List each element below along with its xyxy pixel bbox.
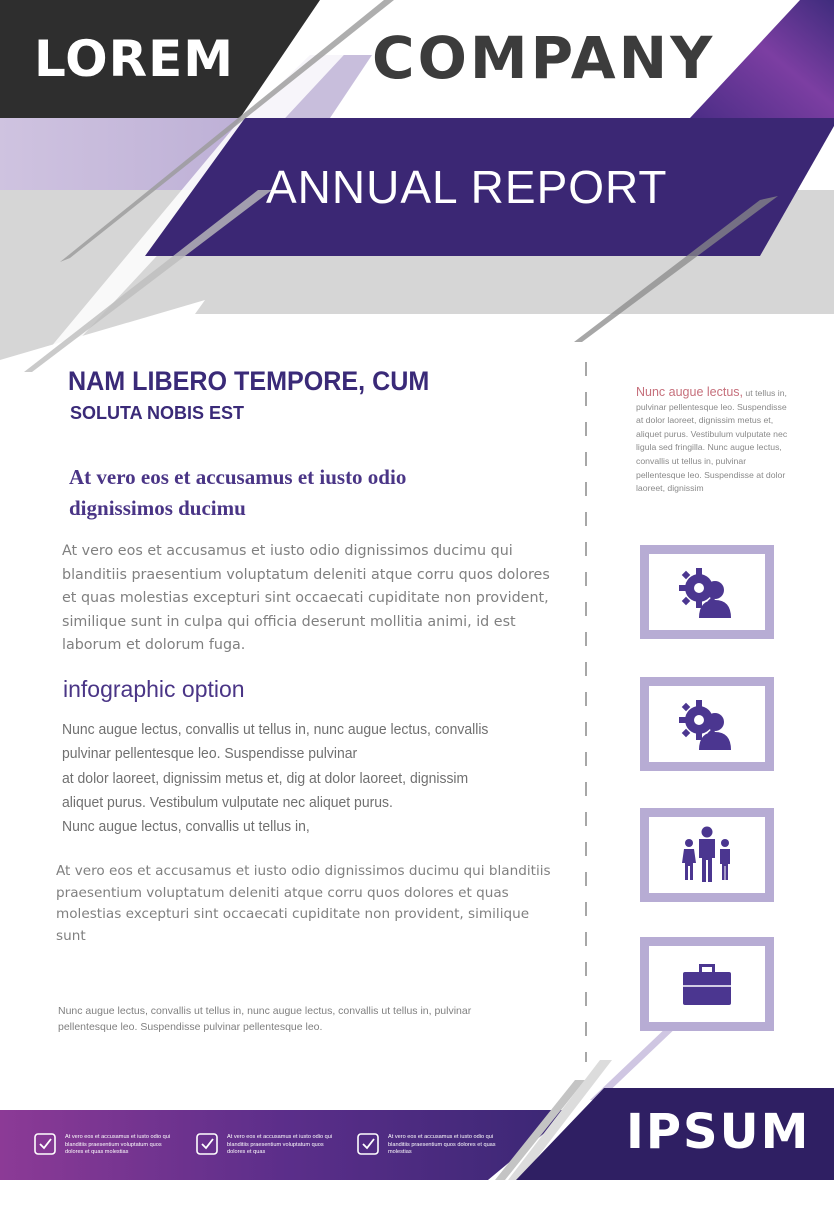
- paragraph-line: at dolor laoreet, dignissim metus et, dig at dolor laoreet, dignissim: [62, 769, 469, 787]
- sidebar-note: [636, 386, 794, 496]
- paragraph-line: aliquet purus. Vestibulum vulputate nec aliquet purus.: [62, 793, 393, 811]
- logo-lorem: LOREM: [34, 30, 234, 88]
- briefcase-icon: [681, 960, 733, 1008]
- section-title: At vero eos et accusamus et iusto odio dignissimos ducimu: [69, 465, 407, 520]
- paragraph-line: pulvinar pellentesque leo. Suspendisse pulvinar: [62, 745, 358, 763]
- footer-text: At vero eos et accusamus et iusto odio qui blanditiis praesentium voluptatum quos dolores et quas: [227, 1134, 333, 1156]
- icon-box-4: [640, 937, 774, 1031]
- icon-box-2: [640, 677, 774, 771]
- icon-box-3: [640, 808, 774, 902]
- checkbox-icon: [34, 1133, 56, 1155]
- checkbox-icon: [357, 1133, 379, 1155]
- paragraph-line: Nunc augue lectus, convallis ut tellus in, nunc augue lectus, convallis: [62, 721, 489, 738]
- main-heading: NAM LIBERO TEMPORE, CUM: [68, 366, 430, 396]
- brand-ipsum: IPSUM: [626, 1104, 811, 1160]
- body-paragraph-3: At vero eos et accusamus et iusto odio dignissimos ducimu qui blanditiis praesentium voluptatum deleniti atque corru quos dolores et quas molestias excepturi sint occaecati cupiditate non provident, similique sunt: [56, 863, 551, 944]
- icon-box-1: [640, 545, 774, 639]
- gear-person-icon: [677, 564, 737, 620]
- body-paragraph-1: At vero eos et accusamus et iusto odio dignissimos ducimu qui blanditiis praesentium voluptatum deleniti atque corru quos dolores et quas molestias excepturi sint occaecati cupiditate non provident, similique sunt in culpa qui officia deserunt mollitia animi, id est laborum et dolorum fuga.: [62, 543, 550, 653]
- dashed-divider: [584, 362, 588, 1062]
- report-title: ANNUAL REPORT: [266, 161, 668, 213]
- family-icon: [679, 826, 735, 884]
- sidebar-note-lead: Nunc augue lectus,: [636, 385, 744, 399]
- footer-text: At vero eos et accusamus et iusto odio qui blanditiis praesentium quos dolores et quas molestias: [388, 1134, 496, 1156]
- paragraph-line: Nunc augue lectus, convallis ut tellus in,: [62, 818, 310, 836]
- body-paragraph-2: [62, 718, 504, 839]
- infographic-title: infographic option: [63, 676, 245, 702]
- sidebar-note-body: ut tellus in, pulvinar pellentesque leo. Suspendisse at dolor laoreet, dignissim metus et, aliquet purus. Vestibulum vulputate nec ligula sed fringilla. Nunc augue lectus, convallis ut tellus in, pulvinar pellentesque leo. Suspendisse at dolor laoreet, dignissim: [636, 388, 788, 494]
- gear-person-icon: [677, 696, 737, 752]
- company-name: COMPANY: [372, 24, 716, 92]
- footer-text: At vero eos et accusamus et iusto odio qui blanditiis praesentium voluptatum quos dolores et quas molestias: [65, 1134, 171, 1156]
- small-note: Nunc augue lectus, convallis ut tellus in, nunc augue lectus, convallis ut tellus in, pulvinar pellentesque leo. Suspendisse pulvinar pellentesque leo.: [58, 1005, 472, 1033]
- main-subheading: SOLUTA NOBIS EST: [70, 403, 245, 423]
- checkbox-icon: [196, 1133, 218, 1155]
